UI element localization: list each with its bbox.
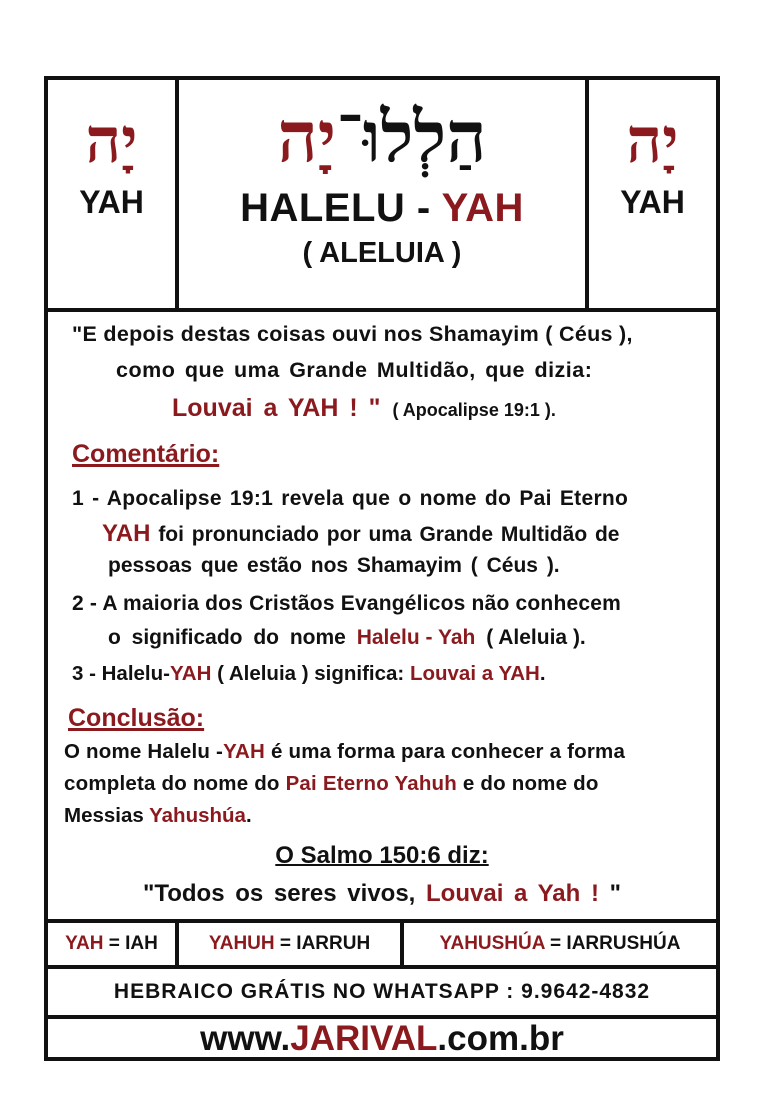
salmo-heading: O Salmo 150:6 diz: — [275, 842, 489, 869]
yah-label-left: YAH — [79, 184, 144, 220]
comentario-item-1c: pessoas que estão nos Shamayim ( Céus ). — [108, 554, 560, 577]
comentario-item-1a: 1 - Apocalipse 19:1 revela que o nome do Pai Eterno — [72, 487, 629, 510]
item1-yah: YAH — [102, 520, 151, 547]
header-left-cell — [48, 80, 179, 308]
translit-yah — [48, 923, 179, 965]
conclusao-2b: e do nome do — [462, 772, 599, 795]
comentario-heading: Comentário: — [72, 440, 220, 468]
card-frame — [44, 76, 720, 1061]
translit-yahuh — [179, 923, 404, 965]
salmo-louvai-yah: Louvai a Yah ! — [426, 880, 599, 907]
translit-yahushua-rest: = IARRUSHÚA — [544, 933, 681, 954]
conclusao-3a: Messias — [64, 804, 144, 827]
header-row — [48, 80, 716, 312]
translit-yahuh-rest: = IARRUH — [274, 933, 371, 954]
header-center-cell — [179, 80, 585, 308]
item2-b-text: o significado do nome — [108, 626, 346, 649]
item3-yah: YAH — [169, 662, 212, 685]
website-strip[interactable] — [48, 1019, 716, 1057]
whatsapp-strip: HEBRAICO GRÁTIS NO WHATSAPP : 9.9642-4832 — [48, 969, 716, 1019]
conclusao-line-3 — [64, 804, 252, 828]
item3-d: . — [539, 662, 546, 685]
item1-b-text: foi pronunciado por uma Grande Multidão de — [158, 523, 620, 546]
conclusao-2a: completa do nome do — [64, 772, 280, 795]
salmo-quote-a: "Todos os seres vivos, — [142, 880, 416, 907]
conclusao-pai-eterno: Pai Eterno Yahuh — [285, 772, 457, 795]
quote-louvai-yah: Louvai a YAH ! " — [172, 394, 381, 422]
header-right-cell — [585, 80, 716, 308]
translit-yah-red: YAH — [65, 933, 104, 954]
item3-a: 3 - Halelu- — [72, 662, 170, 685]
salmo-quote — [48, 880, 716, 908]
translit-yahushua-red: YAHUSHÚA — [439, 933, 545, 954]
comentario-item-2b — [108, 626, 586, 650]
salmo-quote-b: " — [609, 880, 622, 907]
conclusao-yah: YAH — [223, 740, 266, 763]
conclusao-line-1 — [64, 740, 625, 764]
translit-yah-rest: = IAH — [103, 933, 158, 954]
item3-louvai: Louvai a YAH — [409, 662, 540, 685]
website-prefix: www. — [200, 1019, 291, 1058]
title-yah: YAH — [441, 186, 524, 230]
title-halelu: HALELU - — [240, 186, 442, 230]
hebrew-yah-left: יָה — [85, 104, 138, 177]
quote-line-2: como que uma Grande Multidão, que dizia: — [116, 358, 593, 382]
hebrew-yah-center: יָה — [277, 95, 337, 178]
quote-reference: ( Apocalipse 19:1 ). — [392, 400, 556, 420]
comentario-item-3 — [72, 662, 546, 686]
conclusao-heading: Conclusão: — [68, 704, 205, 732]
quote-line-3 — [172, 394, 556, 423]
hebrew-yah-right: יָה — [626, 104, 679, 177]
item2-halelu-yah: Halelu - Yah — [356, 626, 476, 649]
comentario-item-1b — [102, 520, 620, 548]
yah-label-right: YAH — [620, 184, 685, 220]
hebrew-halelu-yah — [179, 94, 585, 180]
conclusao-3b: . — [245, 804, 252, 827]
translit-yahuh-red: YAHUH — [208, 933, 275, 954]
website-jarival: JARIVAL — [290, 1019, 438, 1058]
conclusao-line-2 — [64, 772, 599, 796]
comentario-item-2a: 2 - A maioria dos Cristãos Evangélicos não conhecem — [72, 592, 621, 615]
halelu-yah-title — [179, 186, 585, 231]
body-section — [48, 312, 716, 919]
website-suffix: .com.br — [437, 1019, 564, 1058]
hebrew-halelu: הַלְלוּ־ — [336, 95, 487, 178]
item3-b: ( Aleluia ) significa: — [217, 662, 405, 685]
transliteration-strip — [48, 919, 716, 969]
conclusao-1a: O nome Halelu - — [64, 740, 224, 763]
item2-aleluia: ( Aleluia ). — [486, 626, 586, 649]
translit-yahushua — [404, 923, 716, 965]
conclusao-1b: é uma forma para conhecer a forma — [270, 740, 626, 763]
conclusao-yahushua: Yahushúa — [149, 804, 246, 827]
aleluia-subtitle: ( ALELUIA ) — [302, 237, 462, 269]
quote-line-1: "E depois destas coisas ouvi nos Shamayim ( Céus ), — [72, 322, 633, 346]
